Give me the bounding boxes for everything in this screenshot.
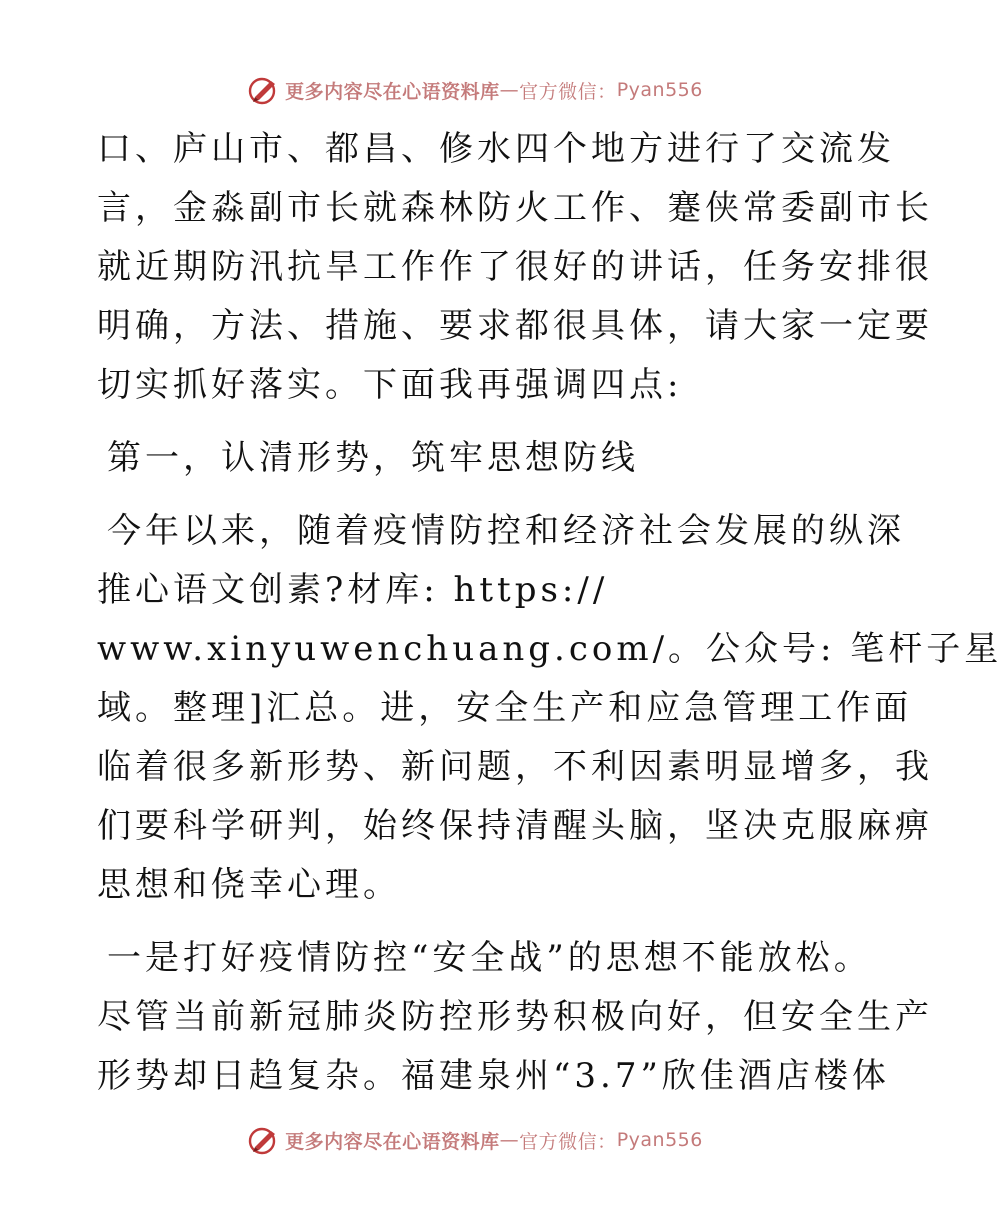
banner-wechat-id: Pyan556 <box>616 79 703 101</box>
text-line: 言，金淼副市长就森林防火工作、蹇侠常委副市长 <box>97 188 933 228</box>
text-line: 明确，方法、措施、要求都很具体，请大家一定要 <box>97 306 933 346</box>
text-line: 今年以来，随着疫情防控和经济社会发展的纵深 <box>107 511 905 551</box>
text-line: 域。整理]汇总。进，安全生产和应急管理工作面 <box>97 688 913 728</box>
text-line: 思想和侥幸心理。 <box>97 865 401 905</box>
banner-wechat-label: 官方微信： <box>519 1130 617 1153</box>
paragraph-point-one <box>97 929 933 1106</box>
pen-logo-icon <box>247 1125 281 1155</box>
banner-wechat-id: Pyan556 <box>616 1129 703 1151</box>
banner-separator: — <box>499 1129 520 1151</box>
text-line: 切实抓好落实。下面我再强调四点: <box>97 365 683 405</box>
section-heading <box>97 429 857 488</box>
document-body <box>97 120 1002 1106</box>
paragraph-intro <box>97 120 933 415</box>
banner-separator: — <box>499 79 520 101</box>
text-line: 口、庐山市、都昌、修水四个地方进行了交流发 <box>97 129 895 169</box>
banner-brand-text: 更多内容尽在心语资料库 <box>285 80 500 103</box>
text-line: 形势却日趋复杂。福建泉州“3.7”欣佳酒店楼体 <box>97 1056 890 1096</box>
header-watermark-banner <box>0 72 950 108</box>
text-line: www.xinyuwenchuang.com/。公众号: 笔杆子星 <box>97 629 1002 669</box>
banner-wechat-label: 官方微信： <box>519 80 617 103</box>
footer-watermark-banner <box>0 1122 950 1158</box>
banner-brand-text: 更多内容尽在心语资料库 <box>285 1130 500 1153</box>
text-line: 就近期防汛抗旱工作作了很好的讲话，任务安排很 <box>97 247 933 287</box>
paragraph-situation <box>97 502 1002 915</box>
text-line: 推心语文创素?材库: https:// <box>97 570 609 610</box>
pen-logo-icon <box>247 75 281 105</box>
text-line: 一是打好疫情防控“安全战”的思想不能放松。 <box>107 938 872 978</box>
heading-line: 第一，认清形势，筑牢思想防线 <box>107 438 639 478</box>
text-line: 临着很多新形势、新问题，不利因素明显增多，我 <box>97 747 933 787</box>
text-line: 尽管当前新冠肺炎防控形势积极向好，但安全生产 <box>97 997 933 1037</box>
text-line: 们要科学研判，始终保持清醒头脑，坚决克服麻痹 <box>97 806 933 846</box>
